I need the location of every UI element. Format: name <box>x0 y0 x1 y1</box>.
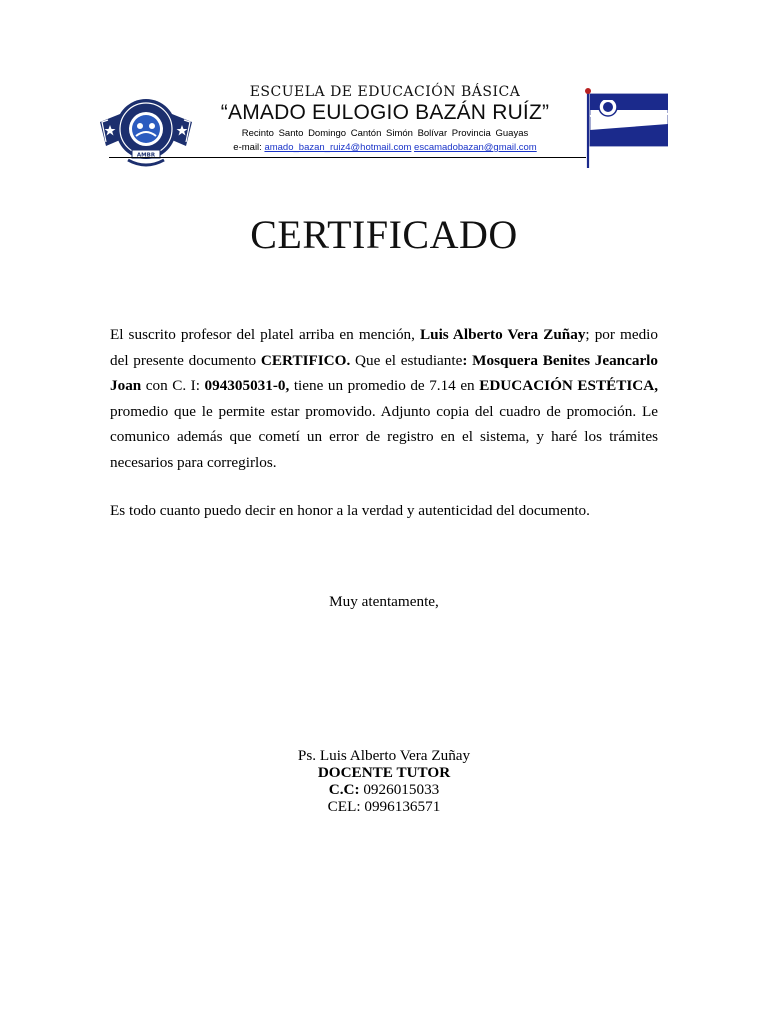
signature-block <box>0 747 768 815</box>
teacher-name: Luis Alberto Vera Zuñay <box>420 326 586 343</box>
closing-statement: Es todo cuanto puedo decir en honor a la verdad y autenticidad del documento. <box>110 502 590 519</box>
email-link-hotmail[interactable]: amado_bazan_ruiz4@hotmail.com <box>264 142 412 153</box>
paragraph-text-3: Que el estudiante <box>350 351 463 369</box>
header-divider <box>109 157 586 158</box>
email-link-gmail[interactable]: escamadobazan@gmail.com <box>414 142 537 153</box>
school-emails <box>180 142 590 153</box>
document-title: CERTIFICADO <box>250 212 518 257</box>
subject-name: EDUCACIÓN ESTÉTICA, <box>479 377 658 395</box>
logo-text: AMBR <box>136 152 156 159</box>
school-type: ESCUELA DE EDUCACIÓN BÁSICA <box>249 84 521 100</box>
letterhead <box>0 0 768 175</box>
signer-role: DOCENTE TUTOR <box>317 764 451 781</box>
signer-id-value: 0926015033 <box>359 781 440 798</box>
paragraph-text-6: promedio que le permite estar promovido. Adjunto copia del cuadro de promoción. Le comunico además que cometí un error de registro en el sistema, y haré los trámites necesarios para corregirlos. <box>110 402 658 471</box>
school-address: Recinto Santo Domingo Cantón Simón Bolívar Provincia Guayas <box>241 128 529 139</box>
school-flag-icon <box>583 84 668 168</box>
paragraph-text-4: con C. I: <box>141 377 205 395</box>
signer-id-label: C.C: <box>328 781 360 798</box>
paragraph-text-2: ; por medio del presente documento <box>110 326 658 369</box>
email-label: e-mail: <box>233 142 265 153</box>
paragraph-text-5: tiene un promedio de 7.14 en <box>289 377 480 395</box>
paragraph-text-1: El suscrito profesor del platel arriba en mención, <box>110 326 420 343</box>
student-name: : Mosquera Benites Jeancarlo Joan <box>110 351 658 395</box>
certifico-keyword: CERTIFICO. <box>260 351 351 369</box>
farewell-text: Muy atentamente, <box>329 593 439 610</box>
school-name: “AMADO EULOGIO BAZÁN RUÍZ” <box>220 101 550 124</box>
signer-name: Ps. Luis Alberto Vera Zuñay <box>297 747 471 764</box>
signer-phone: CEL: 0996136571 <box>327 798 441 815</box>
certificate-paragraph <box>110 322 658 476</box>
signer-id <box>0 781 768 798</box>
student-id: 094305031-0, <box>204 377 290 395</box>
